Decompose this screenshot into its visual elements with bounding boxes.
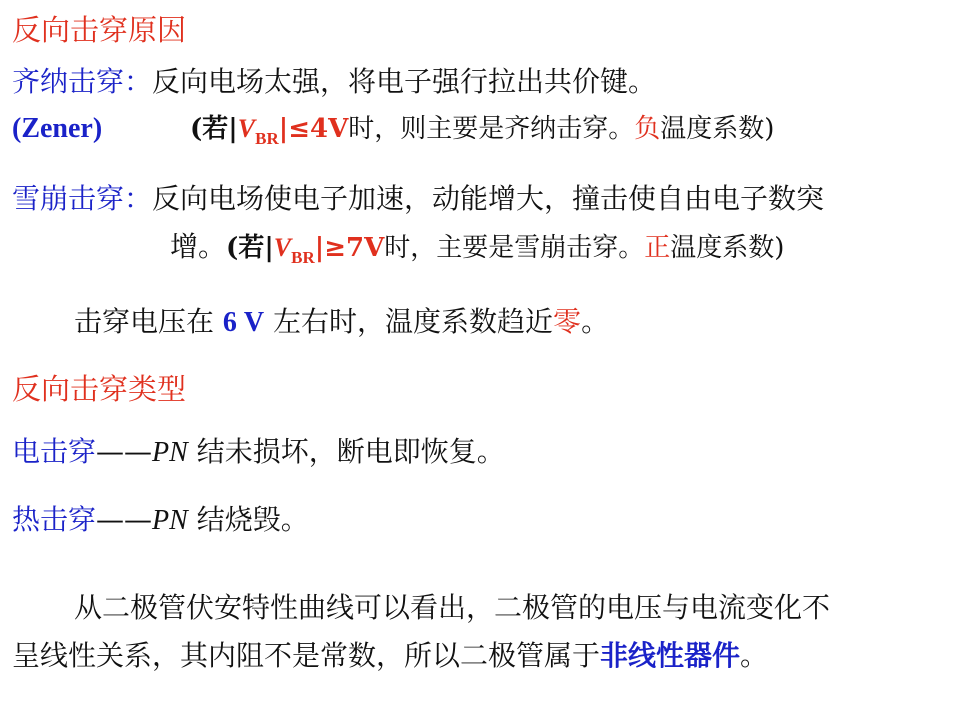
six-volt-row — [74, 304, 609, 341]
conclusion-highlight: 非线性器件 — [600, 639, 741, 672]
avalanche-label: 雪崩击穿： — [12, 182, 153, 215]
avalanche-line2-start: 增。 — [170, 230, 227, 263]
avalanche-row — [12, 181, 824, 217]
avalanche-row-2 — [170, 229, 784, 276]
zener-text: 反向电场太强，将电子强行拉出共价键。 — [152, 65, 657, 98]
thermal-label: 热击穿 — [12, 503, 97, 536]
zener-row — [12, 64, 656, 100]
section-heading-types: 反向击穿类型 — [12, 372, 187, 406]
electrical-row — [12, 434, 505, 471]
avalanche-note-open: (若| — [226, 233, 274, 263]
electrical-text: 结未损坏，断电即恢复。 — [187, 435, 505, 468]
thermal-row — [12, 502, 309, 539]
section-heading-causes: 反向击穿原因 — [12, 13, 187, 47]
six-volt-value: 6 V — [222, 307, 265, 338]
thermal-pn: PN — [152, 505, 188, 536]
six-volt-pre: 击穿电压在 — [74, 305, 223, 338]
zener-note-sub: BR — [255, 129, 279, 148]
six-volt-zero: 零 — [553, 305, 582, 338]
thermal-text: 结烧毁。 — [187, 503, 309, 536]
avalanche-note-mid: 时，主要是雪崩击穿。 — [384, 233, 645, 263]
zener-note-cond: |≤4V — [278, 114, 349, 144]
zener-label: 齐纳击穿： — [12, 65, 153, 98]
six-volt-end: 。 — [581, 305, 610, 338]
avalanche-note-sign: 正 — [644, 233, 671, 263]
avalanche-note-v: V — [273, 233, 292, 262]
avalanche-text: 反向电场使电子加速，动能增大，撞击使自由电子数突 — [152, 182, 825, 215]
conclusion-line2-pre: 呈线性关系，其内阻不是常数，所以二极管属于 — [12, 639, 601, 672]
conclusion-line-1: 从二极管伏安特性曲线可以看出，二极管的电压与电流变化不 — [74, 591, 831, 624]
avalanche-note-end: 温度系数) — [670, 233, 785, 263]
zener-note-mid: 时，则主要是齐纳击穿。 — [348, 114, 635, 144]
zener-note-sign: 负 — [634, 114, 661, 144]
zener-note-end: 温度系数) — [660, 114, 775, 144]
electrical-label: 电击穿 — [12, 435, 97, 468]
electrical-dash: —— — [96, 435, 153, 468]
electrical-pn: PN — [152, 437, 188, 468]
conclusion-line-2 — [12, 638, 768, 674]
zener-sublabel-row — [12, 110, 774, 157]
avalanche-note — [226, 233, 785, 267]
zener-note-open: (若| — [190, 114, 238, 144]
zener-note-v: V — [237, 114, 256, 143]
six-volt-mid: 左右时，温度系数趋近 — [264, 305, 554, 338]
thermal-dash: —— — [96, 503, 153, 536]
zener-sublabel: (Zener) — [12, 113, 103, 144]
zener-note — [190, 114, 775, 148]
avalanche-note-cond: |≥7V — [314, 233, 385, 263]
avalanche-note-sub: BR — [291, 248, 315, 267]
conclusion-line2-end: 。 — [740, 639, 769, 672]
